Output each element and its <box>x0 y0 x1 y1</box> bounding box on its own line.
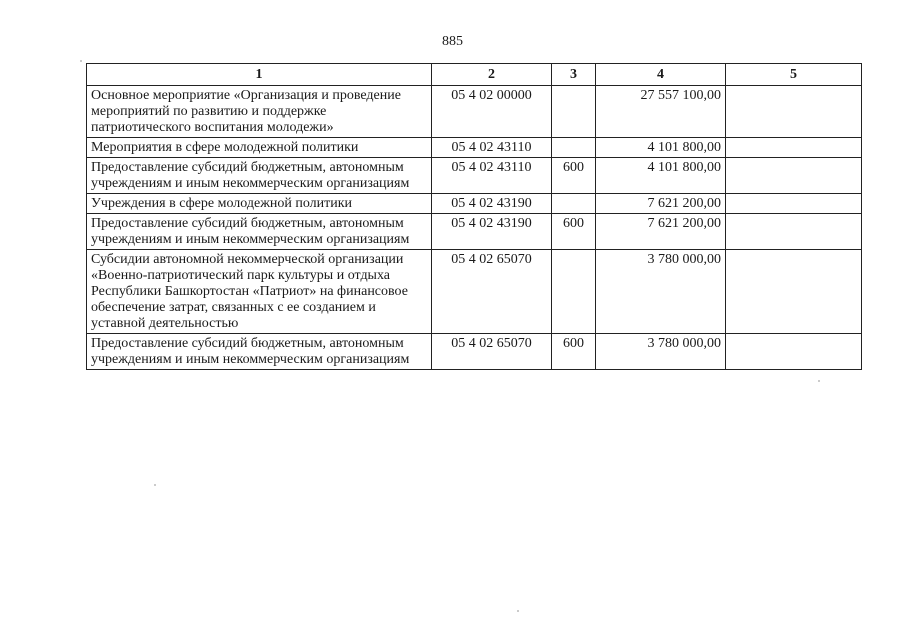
row-amount-cell: 4 101 800,00 <box>596 138 726 158</box>
header-col-2: 2 <box>432 64 552 86</box>
row-code-cell: 05 4 02 43110 <box>432 138 552 158</box>
row-amount-cell: 3 780 000,00 <box>596 334 726 370</box>
row-code-cell: 05 4 02 43110 <box>432 158 552 194</box>
table-header-row <box>87 64 862 86</box>
row-type-cell <box>552 86 596 138</box>
row-name-cell: Предоставление субсидий бюджетным, автономным учреждениям и иным некоммерческим организациям <box>87 158 432 194</box>
table-row <box>87 194 862 214</box>
row-type-cell <box>552 138 596 158</box>
row-col5-cell <box>726 214 862 250</box>
row-name-cell: Предоставление субсидий бюджетным, автономным учреждениям и иным некоммерческим организациям <box>87 334 432 370</box>
row-name-cell: Учреждения в сфере молодежной политики <box>87 194 432 214</box>
page-number: 885 <box>442 34 463 49</box>
row-col5-cell <box>726 250 862 334</box>
row-name-cell: Основное мероприятие «Организация и проведение мероприятий по развитию и поддержке патриотического воспитания молодежи» <box>87 86 432 138</box>
header-col-4: 4 <box>596 64 726 86</box>
scan-speck <box>818 380 820 382</box>
budget-table <box>86 63 862 370</box>
row-type-cell: 600 <box>552 214 596 250</box>
header-col-1: 1 <box>87 64 432 86</box>
row-name-cell: Субсидии автономной некоммерческой организации «Военно-патриотический парк культуры и отдыха Республики Башкортостан «Патриот» на финансовое обеспечение затрат, связанных с ее созданием и уставной деятельностью <box>87 250 432 334</box>
table-row <box>87 138 862 158</box>
row-col5-cell <box>726 86 862 138</box>
row-col5-cell <box>726 194 862 214</box>
row-code-cell: 05 4 02 65070 <box>432 334 552 370</box>
row-type-cell <box>552 194 596 214</box>
table-row <box>87 86 862 138</box>
row-col5-cell <box>726 158 862 194</box>
scan-speck <box>80 60 82 62</box>
row-col5-cell <box>726 138 862 158</box>
row-type-cell: 600 <box>552 334 596 370</box>
header-col-5: 5 <box>726 64 862 86</box>
row-name-cell: Предоставление субсидий бюджетным, автономным учреждениям и иным некоммерческим организациям <box>87 214 432 250</box>
table-row <box>87 214 862 250</box>
row-amount-cell: 27 557 100,00 <box>596 86 726 138</box>
row-code-cell: 05 4 02 00000 <box>432 86 552 138</box>
row-type-cell: 600 <box>552 158 596 194</box>
row-amount-cell: 7 621 200,00 <box>596 194 726 214</box>
row-col5-cell <box>726 334 862 370</box>
row-code-cell: 05 4 02 43190 <box>432 214 552 250</box>
row-code-cell: 05 4 02 65070 <box>432 250 552 334</box>
row-amount-cell: 7 621 200,00 <box>596 214 726 250</box>
row-code-cell: 05 4 02 43190 <box>432 194 552 214</box>
scan-speck <box>154 484 156 486</box>
table-row <box>87 158 862 194</box>
row-amount-cell: 3 780 000,00 <box>596 250 726 334</box>
row-type-cell <box>552 250 596 334</box>
row-name-cell: Мероприятия в сфере молодежной политики <box>87 138 432 158</box>
table-row <box>87 334 862 370</box>
row-amount-cell: 4 101 800,00 <box>596 158 726 194</box>
header-col-3: 3 <box>552 64 596 86</box>
scan-speck <box>517 610 519 612</box>
table-row <box>87 250 862 334</box>
